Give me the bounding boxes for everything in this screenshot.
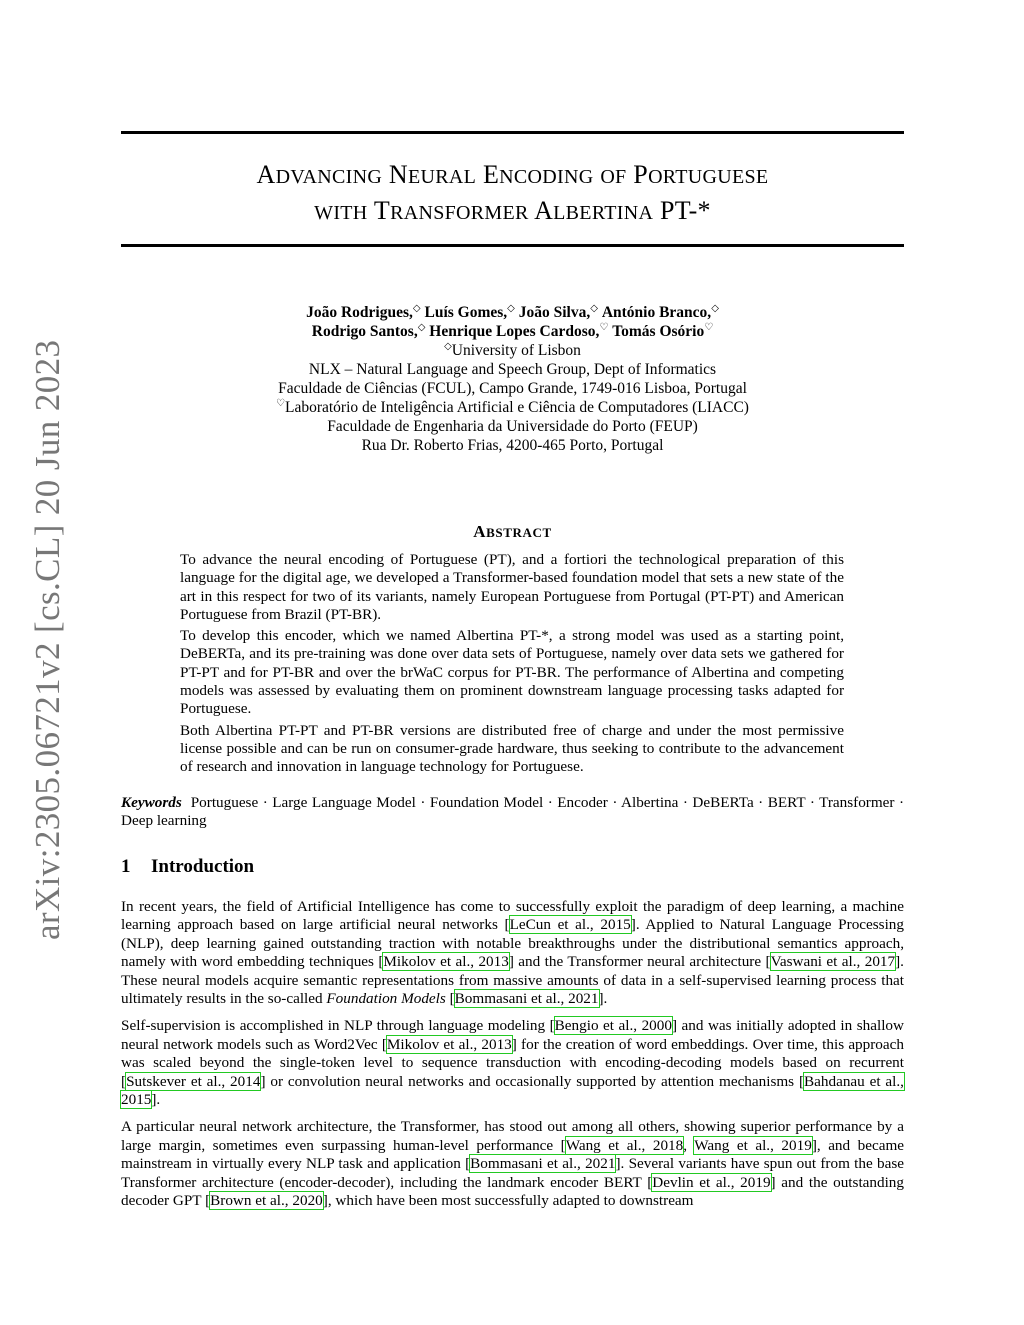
abstract-paragraph: To advance the neural encoding of Portuguese (PT), and a fortiori the technological preparation of this language for the digital age, we developed a Transformer-based foundation model that sets a new state of the art in this respect for two of its variants, namely European Portuguese from Portugal (PT-PT) and American Portuguese from Brazil (PT-BR). bbox=[180, 551, 844, 623]
author-block bbox=[121, 303, 904, 455]
keywords bbox=[121, 794, 904, 831]
body-paragraph: Self-supervision is accomplished in NLP through language modeling [Bengio et al., 2000] and was initially adopted in shallow neural network models such as Word2Vec [Mikolov et al., 2013] for the creation of word embeddings. Over time, this approach was scaled beyond the single-token level to sequence transduction with encoding-decoding models based on recurrent [Sutskever et al., 2014] or convolution neural networks and occasionally supported by attention mechanisms [Bahdanau et al., 2015]. bbox=[121, 1017, 904, 1109]
title-line-2 bbox=[121, 194, 904, 230]
affiliation-mark: ◇ bbox=[417, 321, 426, 333]
title-word: OF bbox=[600, 166, 627, 188]
affiliation-mark: ◇ bbox=[711, 302, 719, 314]
title-word: ENCODING bbox=[482, 160, 594, 189]
citation-link[interactable]: Devlin et al., 2019 bbox=[652, 1173, 771, 1191]
title-word: NEURAL bbox=[388, 160, 477, 189]
affiliation-mark: ♡ bbox=[276, 397, 285, 409]
citation-link[interactable]: Vaswani et al., 2017 bbox=[770, 953, 896, 971]
body-paragraph: In recent years, the field of Artificial Intelligence has come to successfully exploit the paradigm of deep learning, a machine learning approach based on large artificial neural networks [LeCun et al., 2015]. Applied to Natural Language Processing (NLP), deep learning gained outstanding traction with notable breakthroughs under the distributional semantics approach, namely with word embedding techniques [Mikolov et al., 2013] and the Transformer neural architecture [Vaswani et al., 2017]. These neural models acquire semantic representations from massive amounts of data in a self-supervised learning process that ultimately results in the so-called Foundation Models [Bommasani et al., 2021]. bbox=[121, 898, 904, 1008]
title-rule-top bbox=[121, 131, 904, 134]
title-word: WITH bbox=[314, 202, 368, 224]
affiliation-mark: ◇ bbox=[412, 302, 421, 314]
citation-link[interactable]: Brown et al., 2020 bbox=[210, 1192, 323, 1210]
body-paragraph: A particular neural network architecture, the Transformer, has stood out among all others, showing superior performance by a large margin, sometimes even surpassing human-level performance [Wang et al., 2018, Wang et al., 2019], and became mainstream in virtually every NLP task and application [Bommasani et al., 2021]. Several variants have spun out from the base Transformer architecture (encoder-decoder), including the landmark encoder BERT [Devlin et al., 2019] and the outstanding decoder GPT [Brown et al., 2020], which have been most successfully adapted to downstream bbox=[121, 1118, 905, 1210]
author-line-2 bbox=[121, 322, 904, 341]
affiliation-1-address: Faculdade de Ciências (FCUL), Campo Grande, 1749-016 Lisboa, Portugal bbox=[278, 380, 747, 397]
affiliation-mark: ◇ bbox=[444, 340, 452, 352]
arxiv-identifier: arXiv:2305.06721v2 [cs.CL] 20 Jun 2023 bbox=[28, 339, 67, 940]
affiliation-mark: ♡ bbox=[599, 321, 609, 333]
title-line-1 bbox=[121, 158, 904, 194]
keywords-label: Keywords bbox=[121, 794, 182, 811]
abstract-body bbox=[180, 551, 844, 780]
author-name: João Rodrigues, bbox=[306, 304, 413, 321]
citation-link[interactable]: Bengio et al., 2000 bbox=[554, 1017, 672, 1035]
title-word: ADVANCING bbox=[256, 160, 383, 189]
abstract-heading: ABSTRACT bbox=[473, 522, 552, 541]
affiliation-2: ♡Laboratório de Inteligência Artificial e Ciência de Computadores (LIACC) bbox=[276, 397, 749, 416]
affiliation-1: ◇University of Lisbon bbox=[444, 340, 581, 359]
abstract-paragraph: To develop this encoder, which we named Albertina PT-*, a strong model was used as a starting point, DeBERTa, and its pre-training was done over data sets of Portuguese, namely over data sets we gathered for PT-PT and for PT-BR and over the brWaC corpus for PT-BR. The performance of Albertina and competing models was assessed by evaluating them on prominent downstream language processing tasks adapted for Portuguese. bbox=[180, 627, 844, 718]
section-title: Introduction bbox=[151, 856, 255, 877]
title-suffix: PT-* bbox=[660, 196, 711, 225]
affiliation-mark: ◇ bbox=[507, 302, 515, 314]
citation-link[interactable]: Wang et al., 2018 bbox=[565, 1136, 684, 1154]
citation-link[interactable]: Mikolov et al., 2013 bbox=[386, 1035, 512, 1053]
author-line-1 bbox=[121, 303, 904, 322]
title-word: PORTUGUESE bbox=[633, 160, 769, 189]
citation-link[interactable]: Sutskever et al., 2014 bbox=[126, 1072, 261, 1090]
section-number: 1 bbox=[121, 856, 131, 877]
affiliation-2-address: Rua Dr. Roberto Frias, 4200-465 Porto, Portugal bbox=[361, 437, 664, 454]
citation-link[interactable]: Mikolov et al., 2013 bbox=[383, 953, 509, 971]
title-word: ALBERTINA bbox=[534, 196, 654, 225]
citation-link[interactable]: Bommasani et al., 2021 bbox=[454, 990, 599, 1008]
author-name: Luís Gomes, bbox=[424, 304, 508, 321]
affiliation-mark: ◇ bbox=[590, 302, 598, 314]
affiliation-1-dept: NLX – Natural Language and Speech Group, Dept of Informatics bbox=[308, 361, 717, 378]
citation-link[interactable]: LeCun et al., 2015 bbox=[509, 916, 631, 934]
author-name: António Branco, bbox=[601, 304, 712, 321]
citation-link[interactable]: Wang et al., 2019 bbox=[694, 1136, 812, 1154]
title-rule-bottom bbox=[121, 244, 904, 247]
keywords-list: Portuguese · Large Language Model · Foundation Model · Encoder · Albertina · DeBERTa · BERT · Transformer · Deep learning bbox=[121, 794, 904, 830]
emphasis: Foundation Models bbox=[326, 990, 446, 1008]
citation-link[interactable]: Bahdanau et al., 2015 bbox=[121, 1072, 904, 1109]
introduction-body bbox=[121, 898, 904, 1220]
author-name: João Silva, bbox=[518, 304, 591, 321]
author-name: Rodrigo Santos, bbox=[311, 323, 418, 340]
affiliation-2-faculty: Faculdade de Engenharia da Universidade do Porto (FEUP) bbox=[327, 418, 698, 435]
author-name: Henrique Lopes Cardoso, bbox=[429, 323, 600, 340]
author-name: Tomás Osório bbox=[612, 323, 705, 340]
title-word: TRANSFORMER bbox=[373, 196, 529, 225]
affiliation-mark: ♡ bbox=[704, 321, 714, 333]
section-heading bbox=[121, 856, 254, 878]
citation-link[interactable]: Bommasani et al., 2021 bbox=[470, 1155, 616, 1173]
abstract-paragraph: Both Albertina PT-PT and PT-BR versions are distributed free of charge and under the most permissive license possible and can be run on consumer-grade hardware, thus seeking to contribute to the advancement of research and innovation in language technology for Portuguese. bbox=[180, 721, 844, 776]
paper-title bbox=[121, 158, 904, 230]
